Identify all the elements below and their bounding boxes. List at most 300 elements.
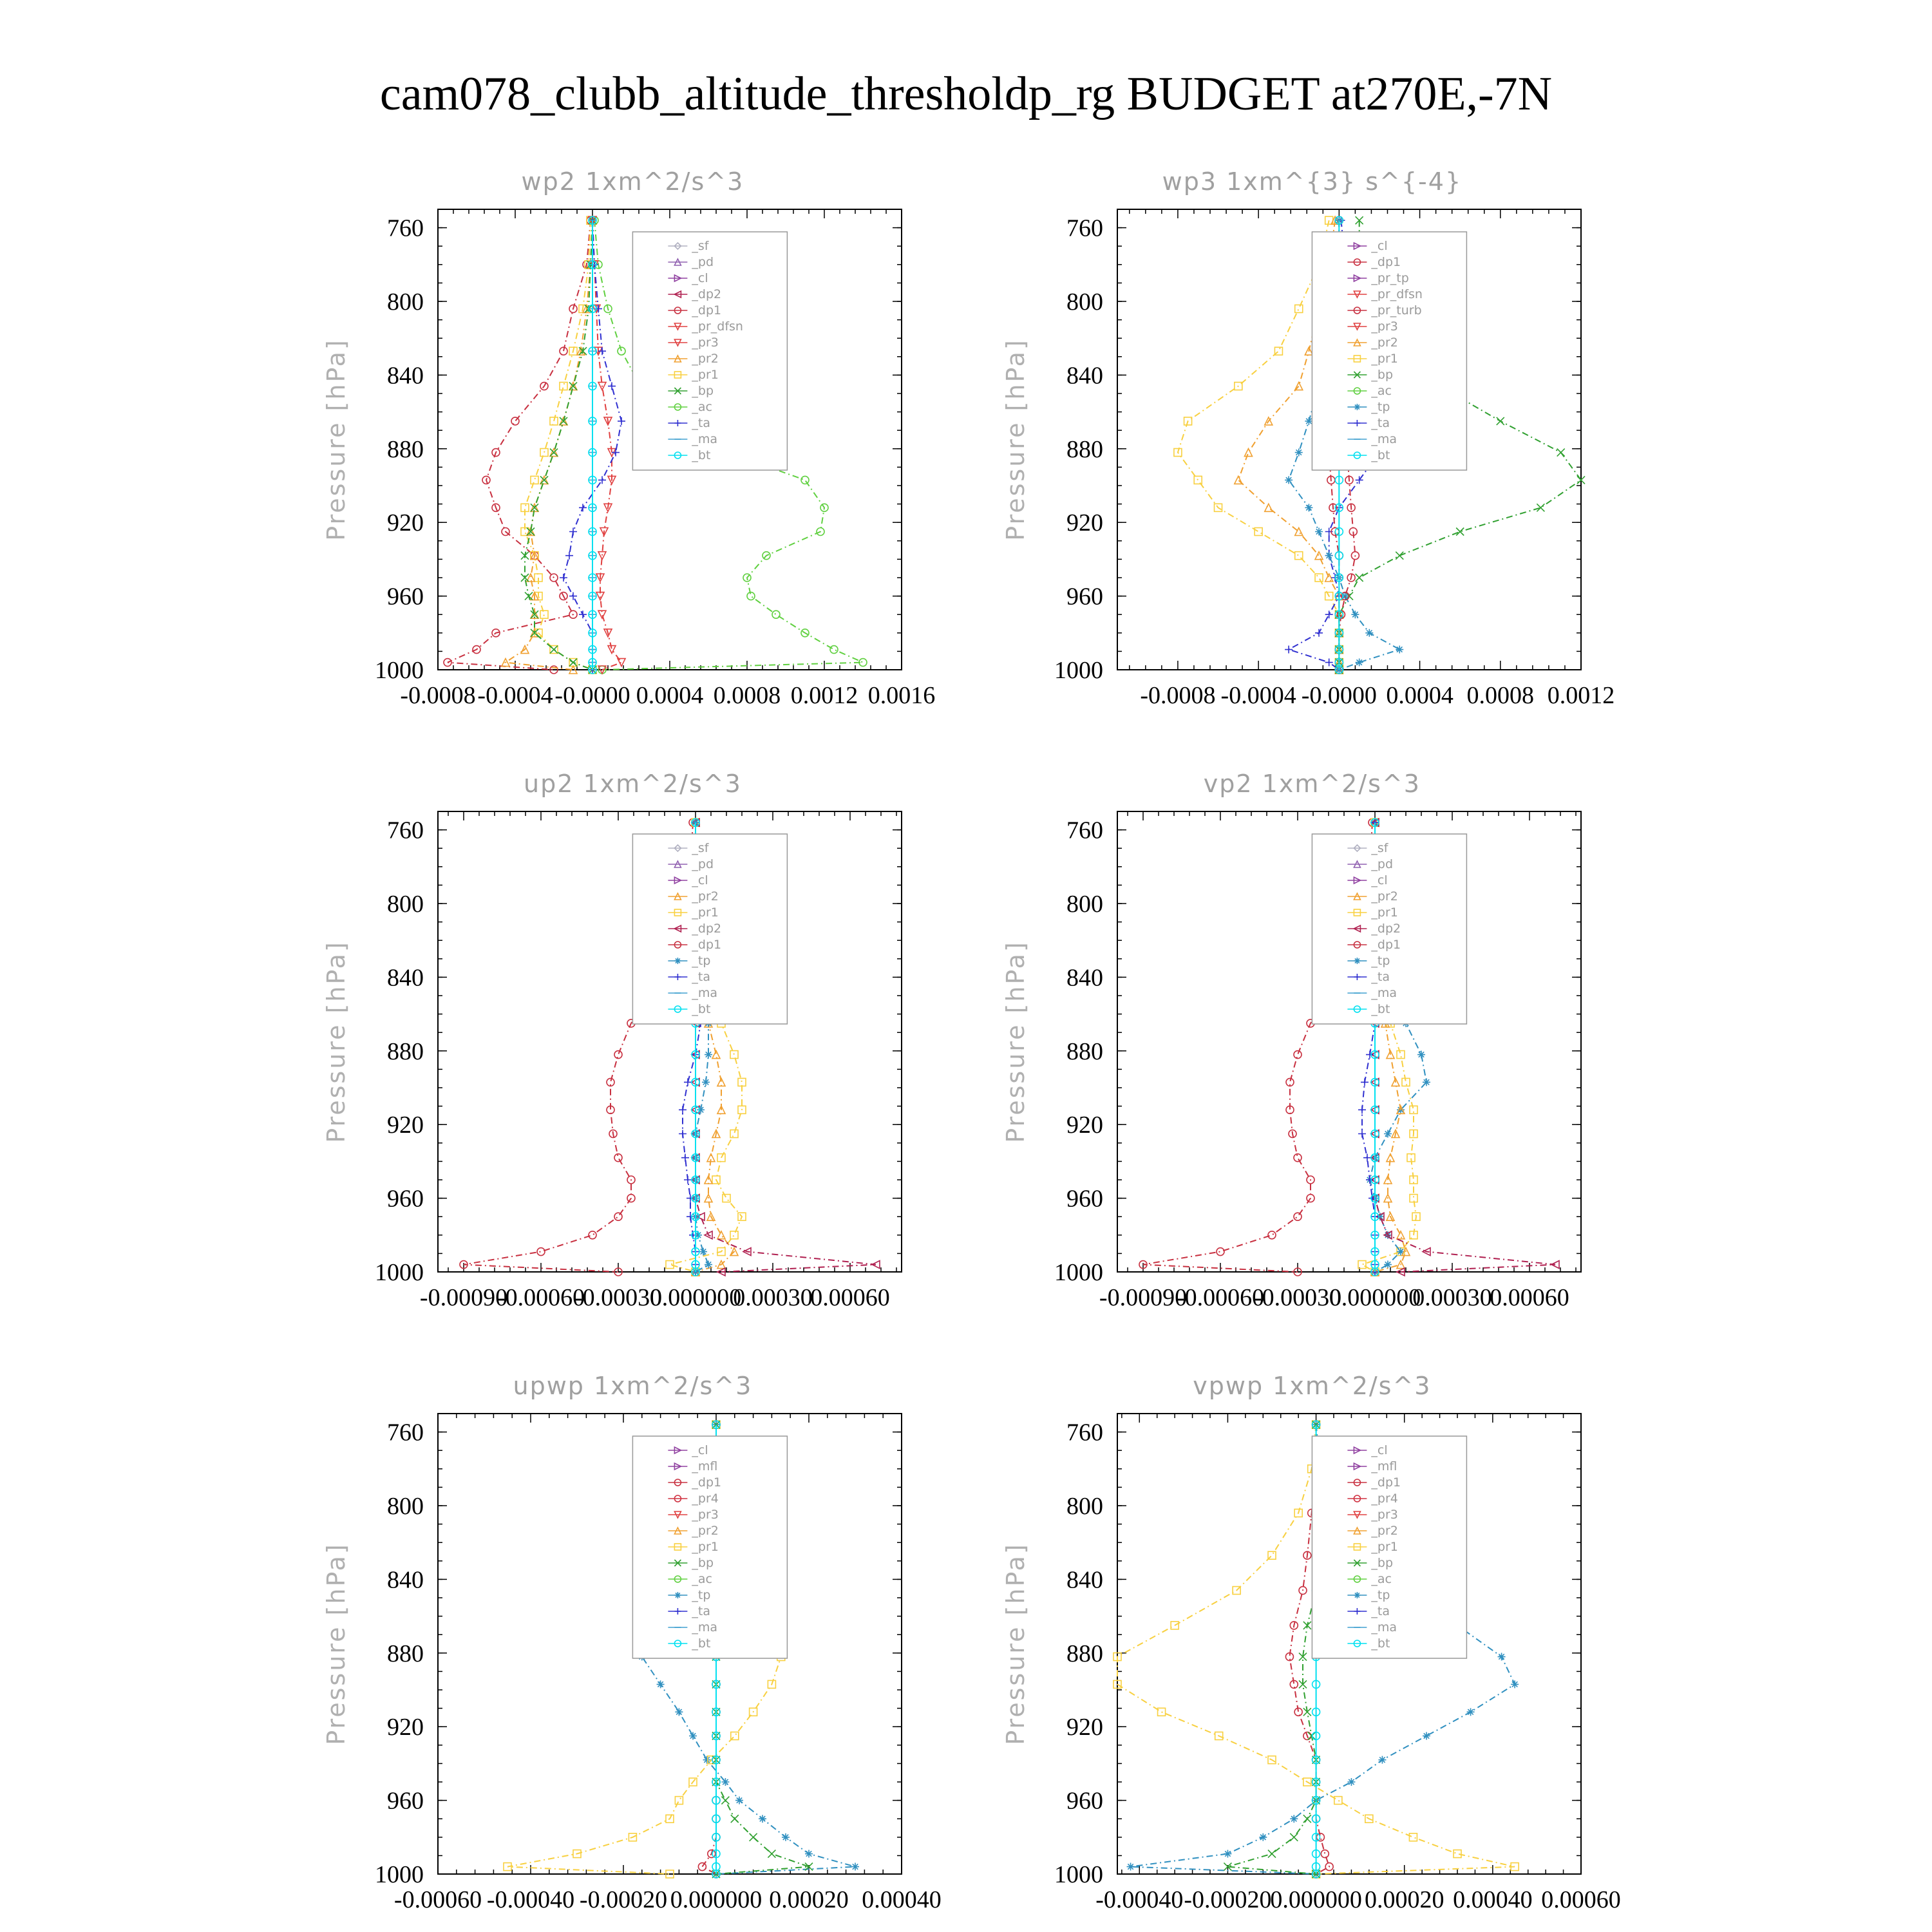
data-point [1363, 1154, 1371, 1162]
legend-marker [1354, 1592, 1360, 1598]
legend-label: _pr4 [1371, 1492, 1398, 1506]
x-tick-label: 0.00060 [810, 1284, 890, 1311]
legend-label: _pr3 [692, 1508, 719, 1522]
data-point [1397, 1231, 1405, 1239]
legend-label: _tp [692, 954, 711, 968]
data-point [569, 528, 577, 536]
data-point [1396, 552, 1403, 560]
data-point [1378, 1756, 1386, 1764]
data-point [1384, 1130, 1392, 1138]
y-tick-label: 840 [387, 1566, 424, 1594]
legend-label: _dp2 [692, 287, 722, 301]
x-tick-label: 0.0004 [636, 682, 704, 709]
series-bp [1224, 1421, 1320, 1878]
data-point [702, 1078, 710, 1086]
legend-label: _dp1 [1371, 255, 1401, 269]
x-tick-label: 0.00020 [1364, 1886, 1444, 1913]
chart-panel-0 [322, 167, 935, 709]
x-tick-label: 0.00030 [733, 1284, 813, 1311]
x-tick-label: -0.00020 [1184, 1886, 1272, 1913]
data-point [1361, 1078, 1368, 1086]
x-tick-label: -0.0000 [554, 682, 630, 709]
panel-title: wp3 1xm^{3} s^{-4} [1162, 167, 1463, 196]
legend-label: _cl [1371, 1443, 1388, 1457]
panel-title: upwp 1xm^2/s^3 [513, 1372, 753, 1400]
data-point [1244, 449, 1252, 457]
data-point [1315, 629, 1323, 637]
series-line [506, 220, 592, 670]
data-point [1290, 1815, 1298, 1823]
y-axis-label: Pressure [hPa] [322, 338, 350, 541]
x-tick-label: -0.0000 [1301, 682, 1377, 709]
x-tick-label: 0.000000 [1329, 1284, 1421, 1311]
data-point [1321, 1850, 1329, 1858]
data-point [1255, 528, 1262, 536]
panel-title: wp2 1xm^2/s^3 [521, 167, 744, 196]
data-point [531, 476, 538, 484]
legend-label: _dp1 [692, 938, 722, 952]
data-point [618, 347, 625, 355]
x-tick-label: 0.00020 [769, 1886, 849, 1913]
y-tick-label: 760 [1066, 214, 1103, 242]
y-tick-label: 800 [387, 1493, 424, 1520]
y-tick-label: 760 [387, 817, 424, 844]
legend-label: _bp [1371, 368, 1394, 382]
legend-label: _ta [1371, 1604, 1390, 1618]
data-point [579, 504, 587, 511]
y-tick-label: 920 [387, 1112, 424, 1139]
y-tick-label: 1000 [375, 1259, 424, 1286]
data-point [550, 449, 558, 457]
data-point [1497, 417, 1504, 425]
y-tick-label: 800 [387, 289, 424, 316]
legend-label: _ma [692, 432, 718, 446]
legend-label: _pr3 [1371, 1508, 1398, 1522]
data-point [618, 417, 625, 425]
y-tick-label: 920 [1066, 509, 1103, 537]
y-axis-label: Pressure [hPa] [1001, 1542, 1030, 1745]
data-point [1325, 611, 1333, 618]
legend-label: _bt [692, 448, 711, 462]
data-point [772, 611, 780, 618]
legend-marker [1354, 958, 1360, 964]
series-bt [589, 216, 596, 674]
series-line [525, 220, 592, 670]
y-tick-label: 800 [1066, 1493, 1103, 1520]
data-point [1384, 1261, 1392, 1269]
y-tick-label: 880 [387, 435, 424, 463]
legend-label: _pr1 [692, 1540, 719, 1554]
data-point [684, 1078, 692, 1086]
x-tick-label: 0.00060 [1490, 1284, 1569, 1311]
legend-label: _pr3 [692, 336, 719, 350]
data-point [699, 1248, 707, 1256]
legend-label: _ta [1371, 970, 1390, 984]
legend-label: _dp1 [692, 1475, 722, 1490]
series-pr2 [502, 216, 596, 674]
y-tick-label: 840 [387, 362, 424, 390]
y-tick-label: 960 [1066, 1787, 1103, 1815]
data-point [569, 592, 577, 600]
data-point [1315, 574, 1323, 582]
legend-label: _ta [1371, 416, 1390, 430]
y-tick-label: 880 [1066, 1640, 1103, 1667]
chart-panel-3 [1001, 770, 1581, 1311]
legend-label: _bt [1371, 448, 1390, 462]
data-point [657, 1680, 665, 1688]
series-pr3 [589, 216, 625, 674]
legend-label: _pr2 [692, 1524, 719, 1538]
legend-label: _pd [692, 255, 714, 269]
y-tick-label: 920 [1066, 1112, 1103, 1139]
x-tick-label: -0.00060 [1176, 1284, 1265, 1311]
x-tick-label: 0.000000 [649, 1284, 742, 1311]
x-tick-label: 0.00040 [862, 1886, 942, 1913]
legend-label: _sf [692, 841, 709, 855]
main-title: cam078_clubb_altitude_thresholdp_rg BUDGET at270E,-7N [379, 68, 1553, 120]
legend-label: _mfl [1371, 1459, 1397, 1473]
legend-label: _bt [692, 1002, 711, 1016]
data-point [1268, 1850, 1276, 1858]
y-axis-label: Pressure [hPa] [322, 940, 350, 1143]
data-point [1423, 1732, 1430, 1740]
legend-label: _pr2 [1371, 336, 1398, 350]
data-point [1315, 552, 1323, 560]
y-tick-label: 920 [387, 1714, 424, 1741]
x-tick-label: 0.0004 [1386, 682, 1454, 709]
data-point [723, 1195, 730, 1202]
data-point [679, 1106, 687, 1113]
data-point [705, 1261, 712, 1269]
data-point [511, 417, 519, 425]
legend-label: _pr_dfsn [1371, 287, 1423, 301]
x-tick-label: 0.0008 [1466, 682, 1535, 709]
y-tick-label: 840 [1066, 964, 1103, 992]
data-point [1224, 1850, 1231, 1858]
x-tick-label: 0.0016 [867, 682, 936, 709]
data-point [851, 1863, 859, 1871]
data-point [730, 1130, 738, 1138]
legend-label: _pd [1371, 857, 1394, 871]
legend-label: _sf [692, 239, 709, 253]
legend-label: _pr4 [692, 1492, 719, 1506]
data-point [1537, 504, 1544, 511]
legend-label: _pr_dfsn [692, 319, 743, 334]
legend-label: _pr1 [1371, 905, 1398, 920]
data-point [598, 347, 606, 355]
legend-label: _sf [1371, 841, 1388, 855]
data-point [1290, 1833, 1298, 1841]
legend-label: _cl [1371, 873, 1388, 887]
legend-label: _ma [692, 986, 718, 1000]
y-tick-label: 1000 [1054, 1861, 1103, 1888]
legend-marker [674, 958, 681, 964]
data-point [679, 1130, 687, 1138]
data-point [1358, 1130, 1366, 1138]
data-point [550, 646, 558, 654]
data-point [612, 449, 620, 457]
legend-label: _bt [1371, 1636, 1390, 1651]
y-tick-label: 840 [1066, 362, 1103, 390]
y-tick-label: 960 [387, 583, 424, 611]
chart-panel-2 [322, 770, 902, 1311]
legend-label: _tp [1371, 400, 1390, 414]
y-tick-label: 760 [1066, 817, 1103, 844]
legend-label: _pr2 [1371, 889, 1398, 904]
x-tick-label: -0.00090 [1099, 1284, 1188, 1311]
data-point [1305, 417, 1312, 425]
data-point [1294, 1213, 1302, 1220]
y-axis-label: Pressure [hPa] [1001, 940, 1030, 1143]
legend-label: _ta [692, 1604, 710, 1618]
legend-label: _dp2 [692, 922, 722, 936]
data-point [1511, 1680, 1519, 1688]
legend-label: _mfl [692, 1459, 718, 1473]
data-point [759, 1815, 766, 1823]
data-point [1285, 476, 1293, 484]
legend-label: _ac [1371, 384, 1392, 398]
y-tick-label: 800 [1066, 289, 1103, 316]
y-tick-label: 920 [387, 509, 424, 537]
data-point [705, 1051, 712, 1059]
x-tick-label: -0.0004 [477, 682, 553, 709]
data-point [1417, 1051, 1425, 1059]
x-tick-label: 0.000000 [1270, 1886, 1362, 1913]
data-point [1295, 449, 1303, 457]
legend-label: _cl [1371, 239, 1388, 253]
y-tick-label: 840 [1066, 1566, 1103, 1594]
legend-label: _tp [692, 1588, 711, 1602]
chart-panel-1 [1001, 167, 1615, 709]
legend-marker [674, 1592, 681, 1598]
legend-label: _pr1 [1371, 352, 1398, 366]
legend-label: _bt [692, 1636, 711, 1651]
data-point [589, 1231, 596, 1239]
data-point [768, 1850, 775, 1858]
data-point [730, 1231, 738, 1239]
x-tick-label: 0.00030 [1412, 1284, 1492, 1311]
data-point [735, 1797, 743, 1804]
series-line [525, 220, 592, 670]
y-tick-label: 800 [387, 891, 424, 918]
legend-label: _ac [692, 400, 712, 414]
legend-label: _ac [692, 1572, 712, 1586]
data-point [1358, 1261, 1366, 1269]
x-tick-label: -0.00030 [574, 1284, 663, 1311]
data-point [1127, 1863, 1135, 1871]
x-tick-label: -0.0004 [1220, 682, 1296, 709]
data-point [560, 417, 567, 425]
data-point [614, 1051, 622, 1059]
legend-label: _bt [1371, 1002, 1390, 1016]
data-point [738, 1078, 746, 1086]
data-point [703, 1756, 711, 1764]
panel-title: vp2 1xm^2/s^3 [1203, 770, 1421, 798]
x-tick-label: 0.0008 [713, 682, 781, 709]
data-point [540, 476, 548, 484]
legend-label: _pd [692, 857, 714, 871]
legend-label: _pr_turb [1371, 303, 1422, 317]
data-point [1217, 1248, 1224, 1256]
legend-label: _pr1 [692, 905, 719, 920]
legend-label: _cl [692, 873, 708, 887]
data-point [565, 552, 573, 560]
data-point [1467, 1708, 1475, 1716]
data-point [1456, 528, 1464, 536]
data-point [750, 1833, 757, 1841]
y-tick-label: 960 [1066, 583, 1103, 611]
y-tick-label: 760 [387, 214, 424, 242]
y-tick-label: 960 [1066, 1185, 1103, 1213]
y-tick-label: 880 [387, 1640, 424, 1667]
y-tick-label: 1000 [375, 1861, 424, 1888]
data-point [1334, 1797, 1342, 1804]
x-tick-label: -0.0008 [400, 682, 476, 709]
data-point [721, 1797, 729, 1804]
x-tick-label: -0.0008 [1140, 682, 1216, 709]
data-point [1295, 305, 1303, 312]
legend-label: _ma [1371, 1620, 1397, 1634]
legend-label: _ma [1371, 986, 1397, 1000]
y-tick-label: 1000 [1054, 1259, 1103, 1286]
data-point [805, 1850, 813, 1858]
legend-label: _pr2 [692, 352, 719, 366]
legend-label: _ma [1371, 432, 1397, 446]
panel-title: up2 1xm^2/s^3 [524, 770, 742, 798]
y-tick-label: 880 [1066, 435, 1103, 463]
data-point [731, 1815, 739, 1823]
data-point [1305, 504, 1312, 511]
series-line [1227, 1425, 1316, 1874]
y-tick-label: 800 [1066, 891, 1103, 918]
data-point [1347, 1778, 1355, 1786]
data-point [560, 574, 567, 582]
data-point [675, 1797, 683, 1804]
legend-label: _pr3 [1371, 319, 1398, 334]
data-point [689, 1732, 697, 1740]
y-tick-label: 760 [387, 1419, 424, 1446]
series-dp1 [444, 216, 594, 674]
x-tick-label: -0.00090 [419, 1284, 508, 1311]
series-bp [521, 216, 596, 674]
legend-label: _bp [692, 384, 714, 398]
data-point [681, 1154, 689, 1162]
data-point [684, 1176, 692, 1184]
data-point [830, 646, 838, 654]
legend-label: _ac [1371, 1572, 1392, 1586]
legend-label: _bp [692, 1556, 714, 1570]
series-pr1 [521, 216, 596, 674]
y-tick-label: 880 [1066, 1037, 1103, 1065]
data-point [1268, 1231, 1276, 1239]
legend-label: _pr1 [692, 368, 719, 382]
y-tick-label: 1000 [1054, 657, 1103, 684]
chart-panel-5 [1001, 1372, 1621, 1913]
x-tick-label: -0.00030 [1253, 1284, 1342, 1311]
data-point [1356, 574, 1363, 582]
y-tick-label: 840 [387, 964, 424, 992]
data-point [537, 1248, 545, 1256]
data-point [614, 1213, 622, 1220]
data-point [560, 383, 567, 390]
legend-label: _dp1 [692, 303, 722, 317]
data-point [1365, 629, 1373, 637]
series-line [448, 220, 591, 670]
legend-label: _dp2 [1371, 922, 1401, 936]
y-tick-label: 960 [387, 1787, 424, 1815]
legend-label: _dp1 [1371, 1475, 1401, 1490]
legend-label: _cl [692, 1443, 708, 1457]
x-tick-label: -0.00040 [486, 1886, 575, 1913]
legend-label: _pr2 [692, 889, 719, 904]
data-point [598, 476, 606, 484]
data-point [608, 383, 616, 390]
legend-label: _ta [692, 416, 710, 430]
data-point [1325, 552, 1333, 560]
data-point [569, 383, 577, 390]
x-tick-label: 0.00040 [1453, 1886, 1533, 1913]
y-tick-label: 960 [387, 1185, 424, 1213]
data-point [598, 552, 606, 560]
data-point [1423, 1078, 1430, 1086]
legend-label: _ma [692, 1620, 718, 1634]
data-point [540, 611, 548, 618]
legend-label: _cl [692, 271, 708, 285]
x-tick-label: -0.00040 [1095, 1886, 1184, 1913]
legend-label: _dp1 [1371, 938, 1401, 952]
y-axis-label: Pressure [hPa] [322, 1542, 350, 1745]
data-point [1396, 646, 1403, 654]
y-tick-label: 760 [1066, 1419, 1103, 1446]
x-tick-label: 0.0012 [1547, 682, 1615, 709]
x-tick-label: -0.00060 [393, 1886, 482, 1913]
chart-panel-4 [322, 1372, 942, 1913]
panel-title: vpwp 1xm^2/s^3 [1193, 1372, 1432, 1400]
legend-label: _ta [692, 970, 710, 984]
y-tick-label: 880 [387, 1037, 424, 1065]
x-tick-label: 0.000000 [670, 1886, 762, 1913]
data-point [1356, 659, 1363, 667]
data-point [525, 592, 533, 600]
y-axis-label: Pressure [hPa] [1001, 338, 1030, 541]
data-point [1285, 646, 1293, 654]
legend-marker [1354, 404, 1360, 410]
data-point [717, 1231, 725, 1239]
chart-panels [322, 167, 1621, 1913]
data-point [579, 611, 587, 618]
data-point [1358, 1106, 1366, 1113]
legend-label: _pr2 [1371, 1524, 1398, 1538]
data-point [1498, 1653, 1506, 1661]
legend-label: _pr_tp [1371, 271, 1409, 285]
x-tick-label: 0.00060 [1541, 1886, 1621, 1913]
data-point [1315, 528, 1323, 536]
data-point [721, 1778, 729, 1786]
y-tick-label: 1000 [375, 657, 424, 684]
data-point [675, 1708, 683, 1716]
x-tick-label: -0.00060 [497, 1284, 585, 1311]
data-point [1259, 1833, 1267, 1841]
data-point [1294, 1051, 1302, 1059]
data-point [1303, 1815, 1311, 1823]
x-tick-label: -0.00020 [579, 1886, 668, 1913]
legend-label: _bp [1371, 1556, 1394, 1570]
legend-label: _tp [1371, 954, 1390, 968]
data-point [1351, 611, 1359, 618]
data-point [1557, 449, 1565, 457]
legend-label: _pr1 [1371, 1540, 1398, 1554]
data-point [730, 1051, 738, 1059]
